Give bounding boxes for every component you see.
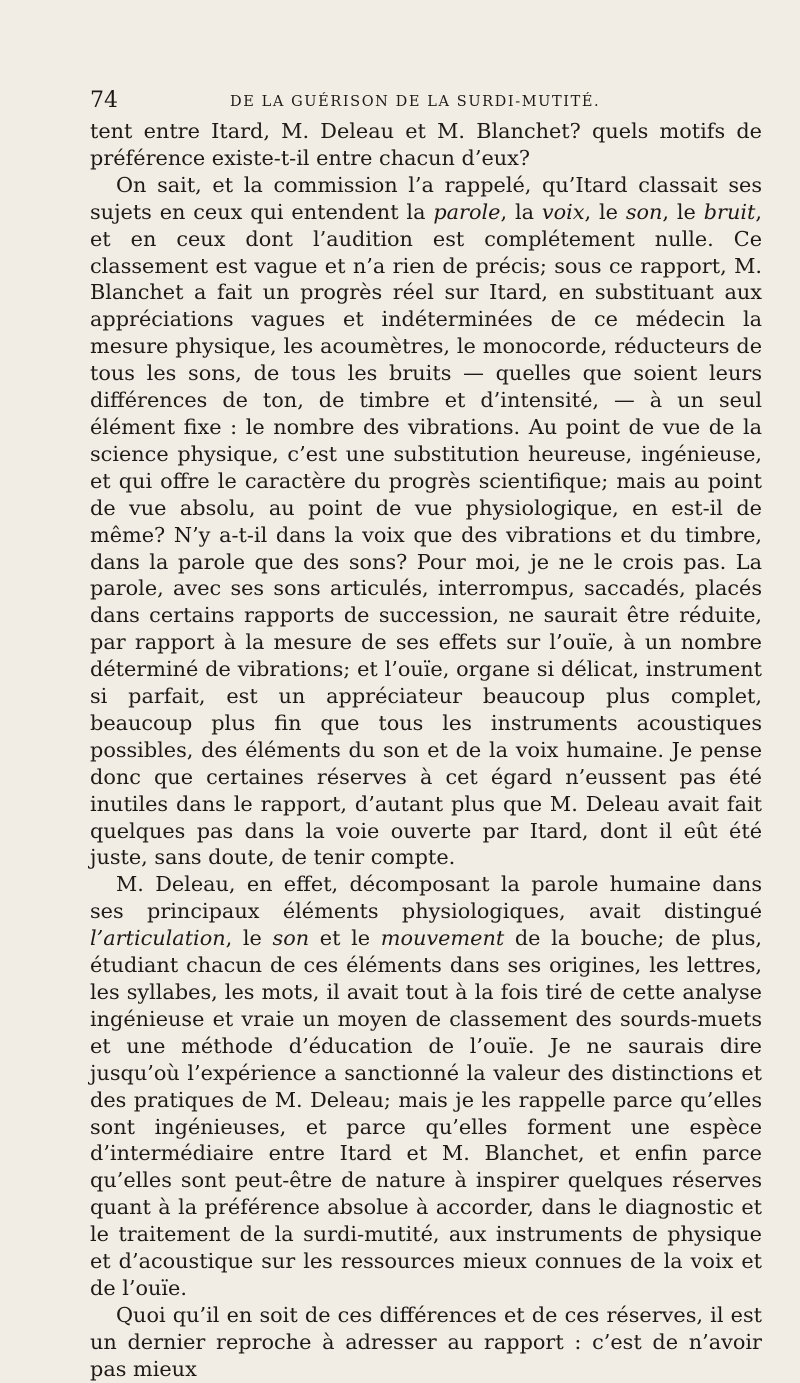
running-head: DE LA GUÉRISON DE LA SURDI-MUTITÉ. <box>230 94 601 110</box>
paragraph <box>90 118 762 172</box>
text-run: On sait, et la commission l’a rappelé, qu’Itard classait ses sujets en ceux qui entendent la <box>90 172 762 224</box>
text-run: tent entre Itard, M. Deleau et M. Blanchet? quels motifs de préférence existe-t-il entre chacun d’eux? <box>90 119 762 170</box>
paragraph <box>90 871 762 1302</box>
text-run: et le <box>309 926 381 951</box>
body-text <box>90 118 762 1383</box>
text-run: Quoi qu’il en soit de ces différences et de ces réserves, il est un dernier reproche à adresser au rapport : c’est de n’avoir pas mieux <box>90 1302 762 1381</box>
page-number: 74 <box>90 88 118 113</box>
italic-run: son <box>272 926 310 951</box>
text-run: , le <box>225 926 273 951</box>
paragraph <box>90 1302 762 1383</box>
text-run: de la bouche; de plus, étudiant chacun de ces éléments dans ses origines, les lettres, les syllabes, les mots, il avait tout à la fois tiré de cette analyse ingénieuse et vraie un moyen de classement des sourds-muets et une méthode d’éducation de l’ouïe. Je ne saurais dire jusqu’où l’expérience a sanctionné la valeur des distinctions et des pratiques de M. Deleau; mais je les rappelle parce qu’elles sont ingénieuses, et parce qu’elles forment une espèce d’intermédiaire entre Itard et M. Blanchet, et enfin parce qu’elles sont peut-être de nature à inspirer quelques réserves quant à la préférence absolue à accorder, dans le diagnostic et le traitement de la surdi-mutité, aux instruments de physique et d’acoustique sur les ressources mieux connues de la voix et de l’ouïe. <box>90 926 762 1300</box>
italic-run: l’articulation <box>90 926 226 951</box>
paragraph <box>90 172 762 872</box>
italic-run: son <box>625 199 663 224</box>
text-run: M. Deleau, en effet, décomposant la parole humaine dans ses principaux éléments physiologiques, avait distingué <box>90 872 762 924</box>
text-run: , et en ceux dont l’audition est complétement nulle. Ce classement est vague et n’a rien de précis; sous ce rapport, M. Blanchet a fait un progrès réel sur Itard, en substituant aux appréciations vagues et indéterminées de ce médecin la mesure physique, les acoumètres, le monocorde, réducteurs de tous les sons, de tous les bruits — quelles que soient leurs différences de ton, de timbre et d’intensité, — à un seul élément fixe : le nombre des vibrations. Au point de vue de la science physique, c’est une substitution heureuse, ingénieuse, et qui offre le caractère du progrès scientifique; mais au point de vue absolu, au point de vue physiologique, en est-il de même? N’y a-t-il dans la voix que des vibrations et du timbre, dans la parole que des sons? Pour moi, je ne le crois pas. La parole, avec ses sons articulés, interrompus, saccadés, placés dans certains rapports de succession, ne saurait être réduite, par rapport à la mesure de ses effets sur l’ouïe, à un nombre déterminé de vibrations; et l’ouïe, organe si délicat, instrument si parfait, est un appréciateur beaucoup plus complet, beaucoup plus fin que tous les instruments acoustiques possibles, des éléments du son et de la voix humaine. Je pense donc que certaines réserves à cet égard n’eussent pas été inutiles dans le rapport, d’autant plus que M. Deleau avait fait quelques pas dans la voie ouverte par Itard, dont il eût été juste, sans doute, de tenir compte. <box>90 199 763 870</box>
italic-run: mouvement <box>380 926 505 951</box>
text-run: , le <box>662 199 704 224</box>
text-run: , la <box>500 199 542 224</box>
text-run: , le <box>584 199 626 224</box>
italic-run: parole <box>433 199 501 224</box>
italic-run: bruit <box>703 199 756 224</box>
italic-run: voix <box>541 199 585 224</box>
page-header <box>90 82 762 118</box>
